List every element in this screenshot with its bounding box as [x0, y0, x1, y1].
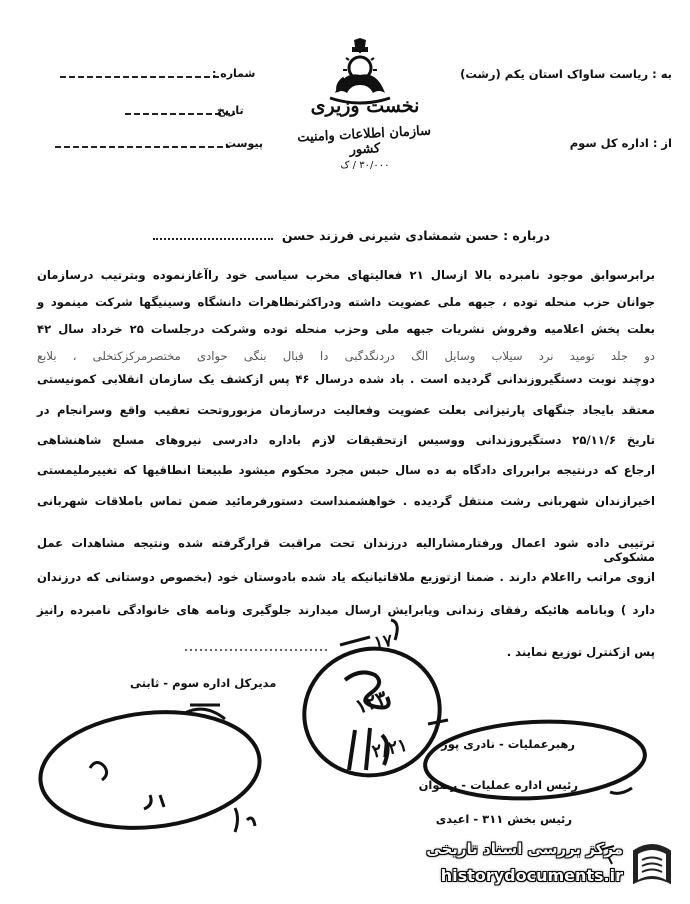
signature-director: مدیرکل اداره سوم - ثابتی — [130, 676, 277, 690]
recipient-line: به : ریاست ساواک استان یکم (رشت) — [460, 67, 672, 81]
body-line-12: دارد ) وبانامه هائیکه رفقای زندانی ویابرایش ارسال میدارند جلوگیری ونامه های خانوادگی نامبرده رانیز — [37, 603, 655, 617]
body-last-line: پس ازکنترل توزیع نمایند . — [506, 645, 655, 659]
handwritten-oval-left — [35, 702, 266, 838]
watermark-center-name: مرکز بررسی اسناد تاریخی — [426, 840, 623, 858]
letterhead-title: نخست وزیری — [310, 95, 420, 117]
body-line-1: برابرسوابق موجود نامبرده بالا ازسال ۲۱ فعالیتهای مخرب سیاسی خود راآغازنموده وبترتیب درسازمان — [37, 268, 655, 282]
body-line-8: ارجاع که درنتیجه برابررای دادگاه به ده سال حبس مجرد محکوم میشود طبیعتا انطاقیها که تغییرملیمستی — [37, 463, 655, 477]
oval-left-scribble — [90, 762, 107, 780]
body-line-3: بعلت پخش اعلامیه وفروش نشریات جبهه ملی وحزب منحله توده وشرکت درجلسات ۲۵ خرداد سال ۴۲ — [37, 322, 655, 336]
signature-operations-lead: رهبرعملیات - نادری پور — [441, 737, 575, 751]
body-line-11: ازوی مراتب رااعلام دارند . ضمنا ازتوزیع ملاقاتیانیکه یاد شده بادوستان خود (بخصوص دوستانی که درزندان — [37, 570, 655, 584]
date-label: تاریخ — [217, 104, 244, 117]
watermark — [393, 834, 678, 896]
document-logo-icon — [626, 836, 678, 892]
body-line-7: تاریخ ۲۵/۱۱/۶ دستگیروزندانی ووسیس ازتحقیقات لازم باداره دادرسی نیروهای مسلح شاهنشاهی — [37, 433, 655, 447]
handwritten-note-3: ۲/۲۱ — [370, 734, 410, 763]
body-line-2: جوانان حزب منحله توده ، جبهه ملی عضویت داشته ودراکثرتظاهرات دانشگاه وسینیگها شرکت مینمود و — [37, 295, 655, 309]
watermark-site: historydocuments.ir — [440, 866, 623, 885]
body-line-10: ترتیبی داده شود اعمال ورفتارمشارالیه درزندان تحت مراقبت قرارگرفته شده ونتیجه مشاهدات عمل مشکوکی — [37, 536, 655, 564]
subject-text: درباره : حسن شمشادی شیرنی فرزند حسن — [281, 228, 550, 243]
letterhead-organization: سازمان اطلاعات وامنیت کشور — [296, 123, 432, 158]
handwritten-note-2: ۱۲۳ — [351, 685, 391, 719]
number-label: شماره : — [212, 67, 256, 80]
body-line-4: دو جلد تومید نرد سیلاب وسایل الگ دردنگدگبی دا قبال بنگی حوادی مختصرمرکزکتخلی ، بلابع — [37, 349, 655, 363]
letterhead-reference: ۳۰/۰۰۰ / ک — [340, 160, 390, 171]
from-line: از : اداره کل سوم — [569, 136, 672, 150]
body-line-6: معتقد بایجاد جنگهای پارتیزانی بعلت عضویت وفعالیت درسازمان مزبوروتحت تعقیب واقع وسرانجام در — [37, 403, 655, 417]
attachment-label: پیوست — [225, 137, 263, 150]
signature-section-head: رئیس بخش ۳۱۱ - اعیدی — [435, 812, 572, 826]
signature-operations-head: رئیس اداره عملیات - رضوان — [418, 778, 578, 792]
subject-dots — [153, 238, 273, 240]
subject-line — [153, 228, 550, 243]
body-line-5: دوچند نوبت دستگیروزندانی گردیده است . باد شده درسال ۴۶ پس ازکشف یک سازمان انقلابی کمونیستی — [37, 372, 655, 386]
handwritten-note-1: ۱۷ — [372, 630, 394, 654]
body-line-9: اخیرازندان شهربانی رشت منتقل گردیده . خواهشمنداست دستورفرمائید ضمن تماس باملاقات شهربانی — [37, 494, 655, 508]
